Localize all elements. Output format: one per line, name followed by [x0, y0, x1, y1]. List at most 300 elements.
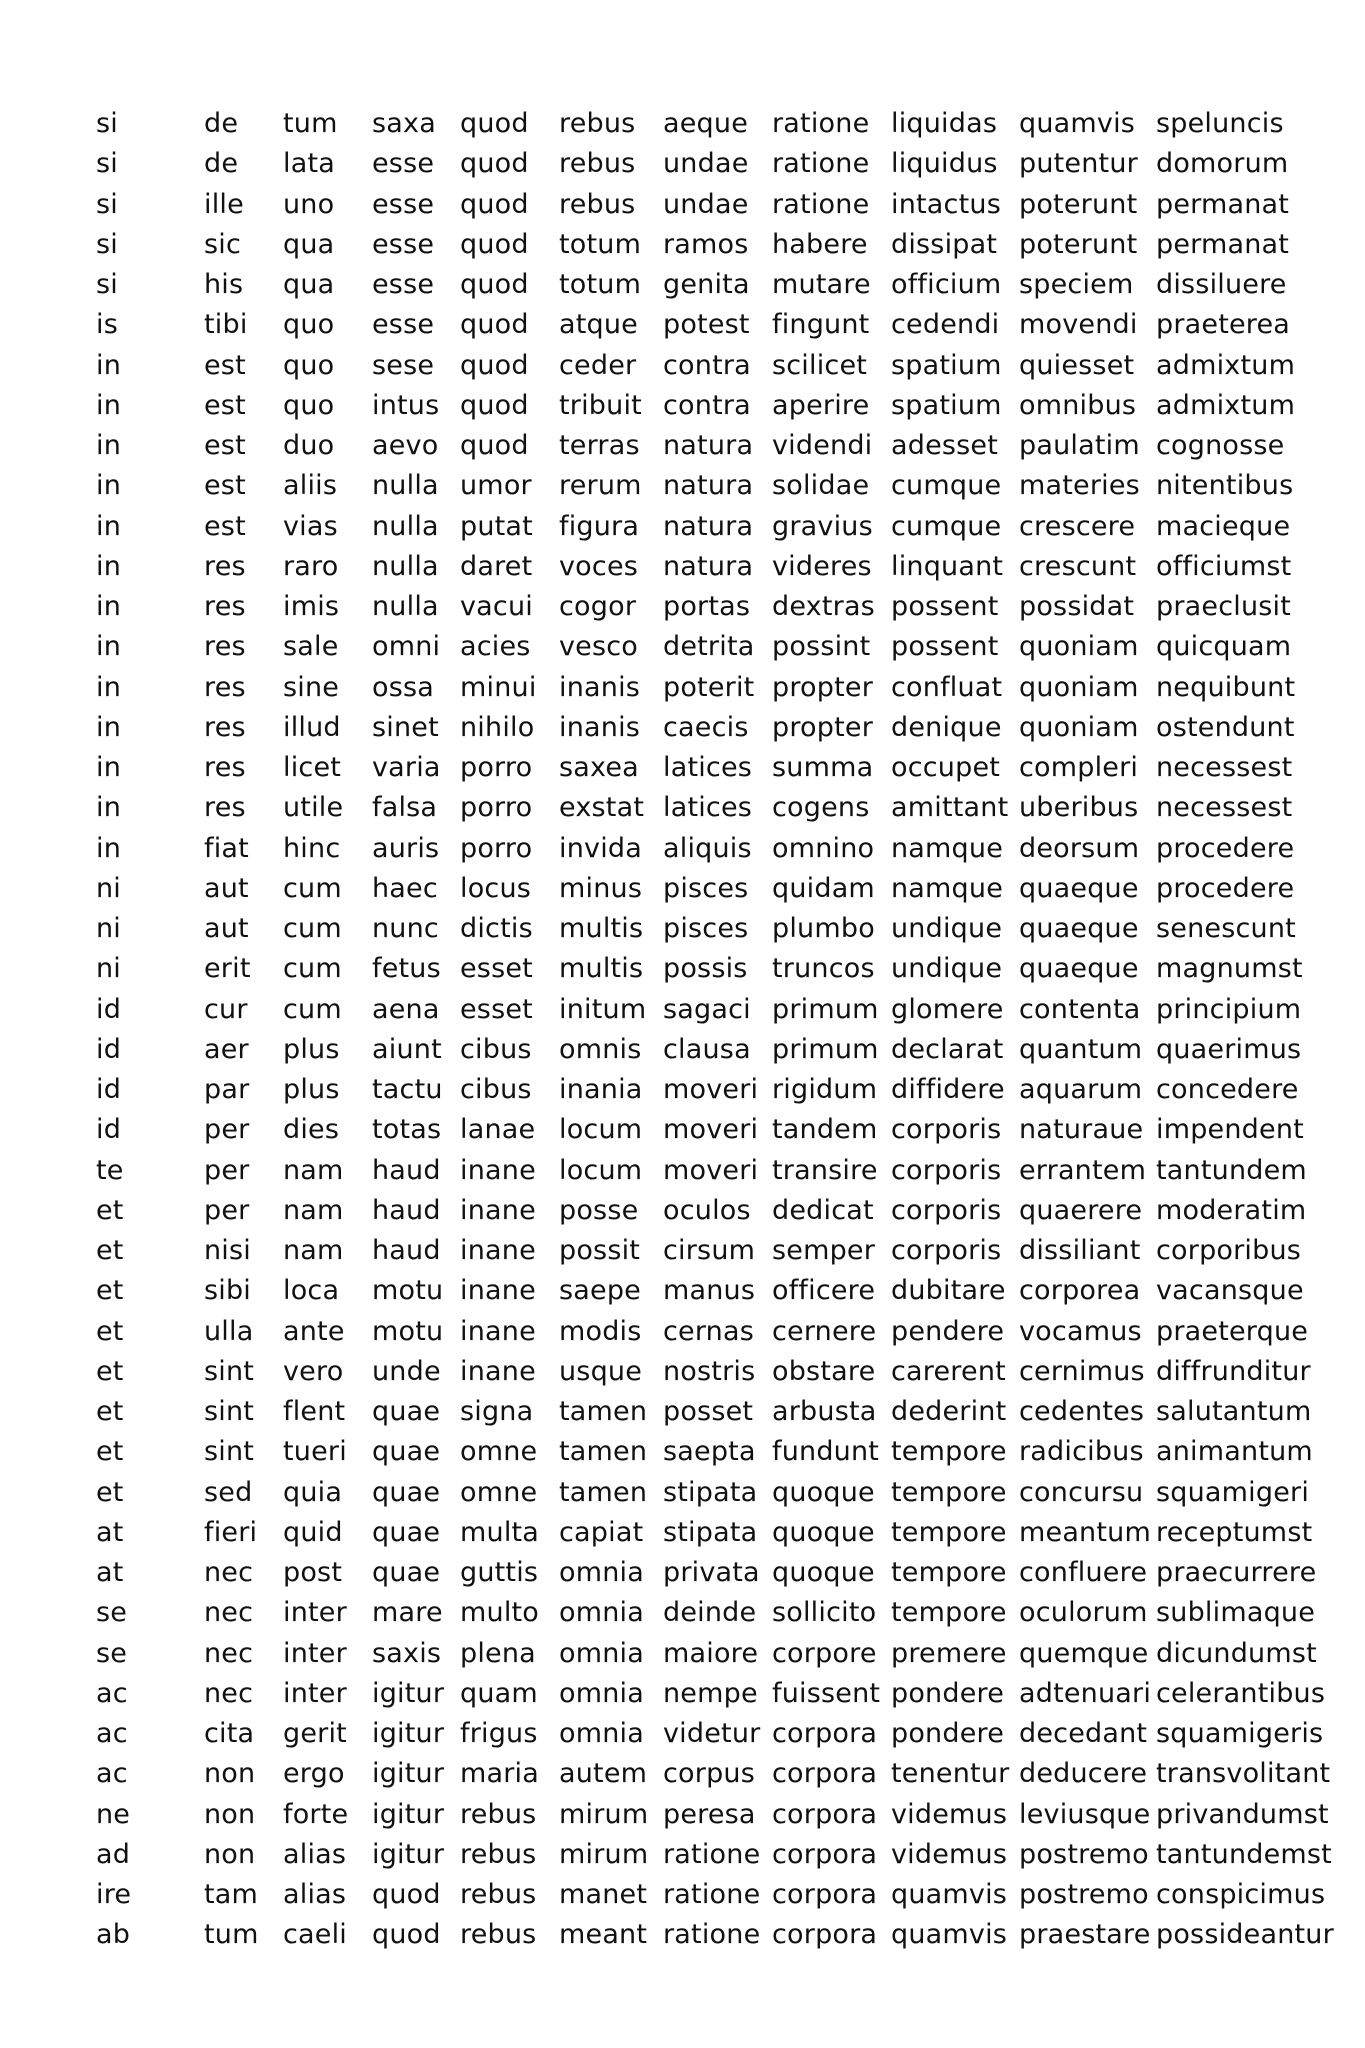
word-cell: fingunt: [772, 309, 870, 341]
word-cell: locum: [559, 1154, 643, 1186]
word-cell: ac: [96, 1718, 128, 1749]
word-cell: in: [96, 631, 122, 663]
word-cell: nam: [283, 1194, 344, 1226]
word-cell: uberibus: [1019, 792, 1139, 824]
word-cell: tandem: [772, 1114, 878, 1146]
word-cell: quantum: [1019, 1033, 1143, 1065]
word-cell: dicundumst: [1156, 1637, 1317, 1669]
word-cell: occupet: [891, 752, 1001, 783]
word-cell: corpora: [772, 1838, 878, 1870]
word-row: [96, 507, 1336, 547]
word-cell: tum: [283, 108, 338, 139]
word-cell: corporis: [891, 1194, 1002, 1226]
word-cell: pondere: [891, 1718, 1005, 1749]
word-row: [96, 1070, 1336, 1110]
word-cell: moveri: [663, 1154, 759, 1186]
word-row: [96, 1473, 1336, 1513]
word-row: [96, 1151, 1336, 1191]
word-row: [96, 386, 1336, 426]
word-cell: ni: [96, 913, 122, 944]
word-cell: ossa: [372, 671, 434, 703]
word-cell: saepta: [663, 1436, 756, 1468]
word-cell: omnia: [559, 1718, 644, 1749]
word-cell: omni: [372, 631, 441, 663]
word-cell: ni: [96, 953, 122, 985]
word-cell: igitur: [372, 1798, 445, 1830]
word-cell: videtur: [663, 1718, 761, 1749]
word-cell: cumque: [891, 510, 1002, 542]
word-cell: dederint: [891, 1396, 1007, 1427]
word-cell: omnibus: [1019, 389, 1137, 421]
word-cell: quiesset: [1019, 349, 1135, 381]
word-cell: unde: [372, 1355, 441, 1387]
word-cell: caecis: [663, 711, 749, 743]
word-cell: uno: [283, 188, 335, 220]
word-cell: quia: [283, 1476, 343, 1508]
word-cell: ne: [96, 1798, 131, 1830]
word-cell: officiumst: [1156, 550, 1292, 582]
word-cell: confluere: [1019, 1557, 1148, 1588]
word-cell: motu: [372, 1315, 444, 1347]
word-cell: inanis: [559, 711, 641, 743]
word-cell: non: [204, 1838, 256, 1870]
word-cell: tempore: [891, 1436, 1007, 1468]
word-cell: inane: [460, 1194, 536, 1226]
word-cell: quamvis: [1019, 108, 1136, 139]
word-cell: quoque: [772, 1516, 875, 1548]
word-cell: corporis: [891, 1154, 1002, 1186]
word-cell: quaeque: [1019, 872, 1139, 904]
word-row: [96, 1714, 1336, 1754]
word-cell: habere: [772, 228, 868, 260]
word-cell: dubitare: [891, 1275, 1006, 1307]
word-cell: cum: [283, 872, 342, 904]
word-cell: sibi: [204, 1275, 252, 1307]
word-cell: nitentibus: [1156, 470, 1294, 502]
word-cell: necessest: [1156, 752, 1293, 783]
word-cell: undique: [891, 913, 1003, 944]
word-cell: par: [204, 1074, 250, 1105]
word-cell: pisces: [663, 872, 749, 904]
word-cell: quae: [372, 1476, 441, 1508]
word-cell: totum: [559, 228, 642, 260]
word-cell: admixtum: [1156, 349, 1296, 381]
word-row: [96, 1875, 1336, 1915]
word-cell: haud: [372, 1154, 441, 1186]
word-cell: latices: [663, 752, 753, 783]
word-cell: id: [96, 1033, 122, 1065]
word-cell: non: [204, 1758, 256, 1790]
word-cell: vacui: [460, 591, 533, 622]
word-cell: est: [204, 470, 246, 502]
word-cell: at: [96, 1557, 124, 1588]
word-cell: carerent: [891, 1355, 1006, 1387]
word-cell: totum: [559, 269, 642, 300]
word-cell: rebus: [559, 188, 636, 220]
word-cell: tantundemst: [1156, 1838, 1332, 1870]
word-cell: pisces: [663, 913, 749, 944]
word-cell: si: [96, 108, 118, 139]
word-row: [96, 144, 1336, 184]
word-cell: in: [96, 792, 122, 824]
word-cell: porro: [460, 752, 533, 783]
word-cell: tempore: [891, 1516, 1007, 1548]
word-cell: et: [96, 1194, 124, 1226]
word-row: [96, 748, 1336, 788]
word-cell: cur: [204, 993, 248, 1025]
word-cell: paulatim: [1019, 430, 1140, 461]
word-cell: quod: [372, 1919, 441, 1951]
word-cell: genita: [663, 269, 750, 300]
word-cell: concursu: [1019, 1476, 1144, 1508]
word-cell: in: [96, 470, 122, 502]
word-cell: res: [204, 792, 246, 824]
word-row: [96, 1432, 1336, 1472]
word-cell: locum: [559, 1114, 643, 1146]
word-cell: nunc: [372, 913, 439, 944]
word-row: [96, 225, 1336, 265]
word-cell: tactu: [372, 1074, 443, 1105]
word-cell: propter: [772, 671, 874, 703]
word-cell: cum: [283, 993, 342, 1025]
word-row: [96, 1553, 1336, 1593]
word-cell: omne: [460, 1476, 538, 1508]
word-cell: duo: [283, 430, 335, 461]
word-cell: et: [96, 1235, 124, 1266]
word-cell: peresa: [663, 1798, 756, 1830]
word-row: [96, 627, 1336, 667]
word-cell: et: [96, 1476, 124, 1508]
word-cell: privandumst: [1156, 1798, 1329, 1830]
word-cell: tempore: [891, 1597, 1007, 1629]
word-cell: pendere: [891, 1315, 1005, 1347]
word-cell: poterit: [663, 671, 755, 703]
word-cell: sint: [204, 1355, 255, 1387]
word-cell: natura: [663, 470, 754, 502]
word-cell: invida: [559, 832, 642, 864]
word-cell: oculorum: [1019, 1597, 1148, 1629]
word-cell: quod: [460, 148, 529, 180]
word-cell: licet: [283, 752, 342, 783]
word-cell: truncos: [772, 953, 875, 985]
word-cell: leviusque: [1019, 1798, 1151, 1830]
word-cell: natura: [663, 550, 754, 582]
word-cell: confluat: [891, 671, 1003, 703]
word-cell: potest: [663, 309, 750, 341]
word-cell: manus: [663, 1275, 756, 1307]
word-grid-body: [96, 104, 1336, 1956]
word-cell: fundunt: [772, 1436, 880, 1468]
word-cell: varia: [372, 752, 441, 783]
word-cell: omnia: [559, 1597, 644, 1629]
word-cell: inane: [460, 1275, 536, 1307]
word-cell: radicibus: [1019, 1436, 1144, 1468]
word-row: [96, 668, 1336, 708]
word-cell: propter: [772, 711, 874, 743]
word-grid: [96, 104, 1336, 1956]
word-cell: inanis: [559, 671, 641, 703]
word-row: [96, 829, 1336, 869]
word-cell: tum: [204, 1919, 259, 1951]
word-cell: poterunt: [1019, 188, 1138, 220]
word-cell: saxa: [372, 108, 436, 139]
word-cell: ratione: [663, 1879, 761, 1910]
word-cell: porro: [460, 832, 533, 864]
word-cell: voces: [559, 550, 639, 582]
word-cell: cedendi: [891, 309, 1000, 341]
word-cell: aena: [372, 993, 440, 1025]
word-cell: possent: [891, 591, 999, 622]
word-cell: utile: [283, 792, 344, 824]
word-cell: nam: [283, 1235, 344, 1266]
word-cell: de: [204, 108, 239, 139]
word-cell: sublimaque: [1156, 1597, 1316, 1629]
word-cell: multa: [460, 1516, 540, 1548]
word-cell: sese: [372, 349, 435, 381]
word-cell: plena: [460, 1637, 536, 1669]
word-cell: multo: [460, 1597, 540, 1629]
word-cell: possit: [559, 1235, 641, 1266]
word-cell: his: [204, 269, 244, 300]
word-cell: cognosse: [1156, 430, 1285, 461]
word-cell: corporibus: [1156, 1235, 1302, 1266]
word-cell: quod: [460, 430, 529, 461]
word-cell: guttis: [460, 1557, 539, 1588]
word-cell: moveri: [663, 1074, 759, 1105]
word-cell: rerum: [559, 470, 642, 502]
word-cell: in: [96, 671, 122, 703]
word-cell: sint: [204, 1436, 255, 1468]
word-cell: daret: [460, 550, 533, 582]
word-cell: namque: [891, 872, 1004, 904]
word-cell: cibus: [460, 1074, 532, 1105]
word-cell: maiore: [663, 1637, 759, 1669]
word-cell: dedicat: [772, 1194, 874, 1226]
word-cell: clausa: [663, 1033, 751, 1065]
word-cell: imis: [283, 591, 340, 622]
word-cell: qua: [283, 269, 335, 300]
word-cell: poterunt: [1019, 228, 1138, 260]
word-cell: per: [204, 1194, 250, 1226]
word-cell: alias: [283, 1838, 347, 1870]
word-cell: arbusta: [772, 1396, 877, 1427]
word-cell: necessest: [1156, 792, 1293, 824]
word-cell: fieri: [204, 1516, 258, 1548]
word-cell: conspicimus: [1156, 1879, 1326, 1910]
word-cell: nostris: [663, 1355, 756, 1387]
word-cell: omnis: [559, 1033, 642, 1065]
word-cell: lanae: [460, 1114, 536, 1146]
word-cell: quoniam: [1019, 631, 1139, 663]
word-cell: quoniam: [1019, 711, 1139, 743]
word-cell: aevo: [372, 430, 439, 461]
word-cell: quidam: [772, 872, 875, 904]
word-cell: procedere: [1156, 872, 1295, 904]
word-cell: si: [96, 269, 118, 300]
word-cell: cogens: [772, 792, 870, 824]
word-cell: tamen: [559, 1396, 648, 1427]
word-row: [96, 185, 1336, 225]
word-cell: celerantibus: [1156, 1677, 1326, 1709]
word-cell: quoniam: [1019, 671, 1139, 703]
word-cell: aut: [204, 872, 249, 904]
word-cell: principium: [1156, 993, 1302, 1025]
word-cell: et: [96, 1355, 124, 1387]
word-cell: semper: [772, 1235, 876, 1266]
word-cell: undae: [663, 148, 749, 180]
word-cell: quid: [283, 1516, 343, 1548]
word-cell: ceder: [559, 349, 637, 381]
word-cell: oculos: [663, 1194, 751, 1226]
word-cell: obstare: [772, 1355, 876, 1387]
word-cell: rebus: [460, 1838, 537, 1870]
word-row: [96, 869, 1336, 909]
word-cell: plumbo: [772, 913, 875, 944]
word-cell: nihilo: [460, 711, 535, 743]
word-row: [96, 990, 1336, 1030]
word-cell: quod: [372, 1879, 441, 1910]
word-cell: deorsum: [1019, 832, 1140, 864]
word-cell: aut: [204, 913, 249, 944]
word-cell: quod: [460, 228, 529, 260]
word-cell: natura: [663, 510, 754, 542]
word-cell: id: [96, 993, 122, 1025]
word-cell: detrita: [663, 631, 755, 663]
word-cell: lata: [283, 148, 335, 180]
word-cell: intus: [372, 389, 440, 421]
word-cell: meant: [559, 1919, 648, 1951]
word-cell: crescunt: [1019, 550, 1137, 582]
word-cell: senescunt: [1156, 913, 1296, 944]
word-cell: igitur: [372, 1718, 445, 1749]
word-cell: quod: [460, 188, 529, 220]
word-cell: modis: [559, 1315, 642, 1347]
word-cell: ac: [96, 1758, 128, 1790]
word-cell: usque: [559, 1355, 643, 1387]
word-cell: summa: [772, 752, 874, 783]
word-row: [96, 1915, 1336, 1955]
word-cell: post: [283, 1557, 343, 1588]
word-cell: portas: [663, 591, 751, 622]
word-cell: esse: [372, 309, 435, 341]
word-row: [96, 1674, 1336, 1714]
word-cell: aiunt: [372, 1033, 442, 1065]
word-cell: cum: [283, 953, 342, 985]
word-cell: res: [204, 671, 246, 703]
word-cell: nec: [204, 1597, 254, 1629]
word-cell: id: [96, 1114, 122, 1146]
word-cell: rigidum: [772, 1074, 878, 1105]
word-cell: quae: [372, 1557, 441, 1588]
word-cell: contenta: [1019, 993, 1141, 1025]
word-cell: ab: [96, 1919, 131, 1951]
word-cell: in: [96, 591, 122, 622]
word-cell: postremo: [1019, 1838, 1149, 1870]
word-cell: quae: [372, 1436, 441, 1468]
word-cell: scilicet: [772, 349, 868, 381]
word-cell: intactus: [891, 188, 1001, 220]
word-cell: nulla: [372, 470, 439, 502]
word-cell: saepe: [559, 1275, 641, 1307]
word-cell: magnumst: [1156, 953, 1303, 985]
word-cell: inter: [283, 1597, 347, 1629]
word-cell: nec: [204, 1637, 254, 1669]
word-cell: corpora: [772, 1919, 878, 1951]
word-cell: quamvis: [891, 1919, 1008, 1951]
word-cell: ratione: [663, 1838, 761, 1870]
word-cell: ratione: [772, 188, 870, 220]
word-cell: materies: [1019, 470, 1140, 502]
word-cell: dissiluere: [1156, 269, 1287, 300]
word-cell: speciem: [1019, 269, 1134, 300]
word-cell: flent: [283, 1396, 346, 1427]
word-cell: inane: [460, 1154, 536, 1186]
word-cell: linquant: [891, 550, 1004, 582]
word-cell: corpus: [663, 1758, 755, 1790]
word-cell: quamvis: [891, 1879, 1008, 1910]
word-cell: quo: [283, 349, 335, 381]
word-cell: privata: [663, 1557, 760, 1588]
word-cell: is: [96, 309, 118, 341]
word-cell: est: [204, 349, 246, 381]
word-cell: omnia: [559, 1677, 644, 1709]
word-cell: aer: [204, 1033, 249, 1065]
word-cell: aeque: [663, 108, 749, 139]
word-cell: corpora: [772, 1798, 878, 1830]
word-row: [96, 1754, 1336, 1794]
word-cell: naturaue: [1019, 1114, 1144, 1146]
word-cell: multis: [559, 953, 644, 985]
word-cell: si: [96, 188, 118, 220]
word-cell: gerit: [283, 1718, 347, 1749]
word-cell: quaerere: [1019, 1194, 1143, 1226]
word-cell: tantundem: [1156, 1154, 1307, 1186]
word-cell: minus: [559, 872, 643, 904]
word-cell: quod: [460, 269, 529, 300]
word-row: [96, 788, 1336, 828]
word-cell: atque: [559, 309, 638, 341]
word-cell: moderatim: [1156, 1194, 1307, 1226]
word-cell: esse: [372, 269, 435, 300]
word-cell: liquidus: [891, 148, 998, 180]
word-row: [96, 305, 1336, 345]
word-cell: per: [204, 1154, 250, 1186]
word-cell: sint: [204, 1396, 255, 1427]
word-cell: haud: [372, 1194, 441, 1226]
word-cell: glomere: [891, 993, 1004, 1025]
word-cell: corporis: [891, 1114, 1002, 1146]
word-cell: quod: [460, 108, 529, 139]
word-cell: quaerimus: [1156, 1033, 1302, 1065]
word-cell: videmus: [891, 1838, 1008, 1870]
word-cell: decedant: [1019, 1718, 1148, 1749]
word-cell: caeli: [283, 1919, 348, 1951]
word-cell: quo: [283, 389, 335, 421]
word-cell: res: [204, 550, 246, 582]
word-cell: tempore: [891, 1557, 1007, 1588]
word-cell: corporea: [1019, 1275, 1141, 1307]
word-cell: inane: [460, 1235, 536, 1266]
word-cell: ante: [283, 1315, 345, 1347]
word-row: [96, 1593, 1336, 1633]
word-cell: in: [96, 349, 122, 381]
word-cell: receptumst: [1156, 1516, 1313, 1548]
word-cell: quaeque: [1019, 913, 1139, 944]
word-cell: squamigeris: [1156, 1718, 1324, 1749]
word-cell: primum: [772, 1033, 879, 1065]
word-cell: inane: [460, 1315, 536, 1347]
word-cell: cernas: [663, 1315, 755, 1347]
